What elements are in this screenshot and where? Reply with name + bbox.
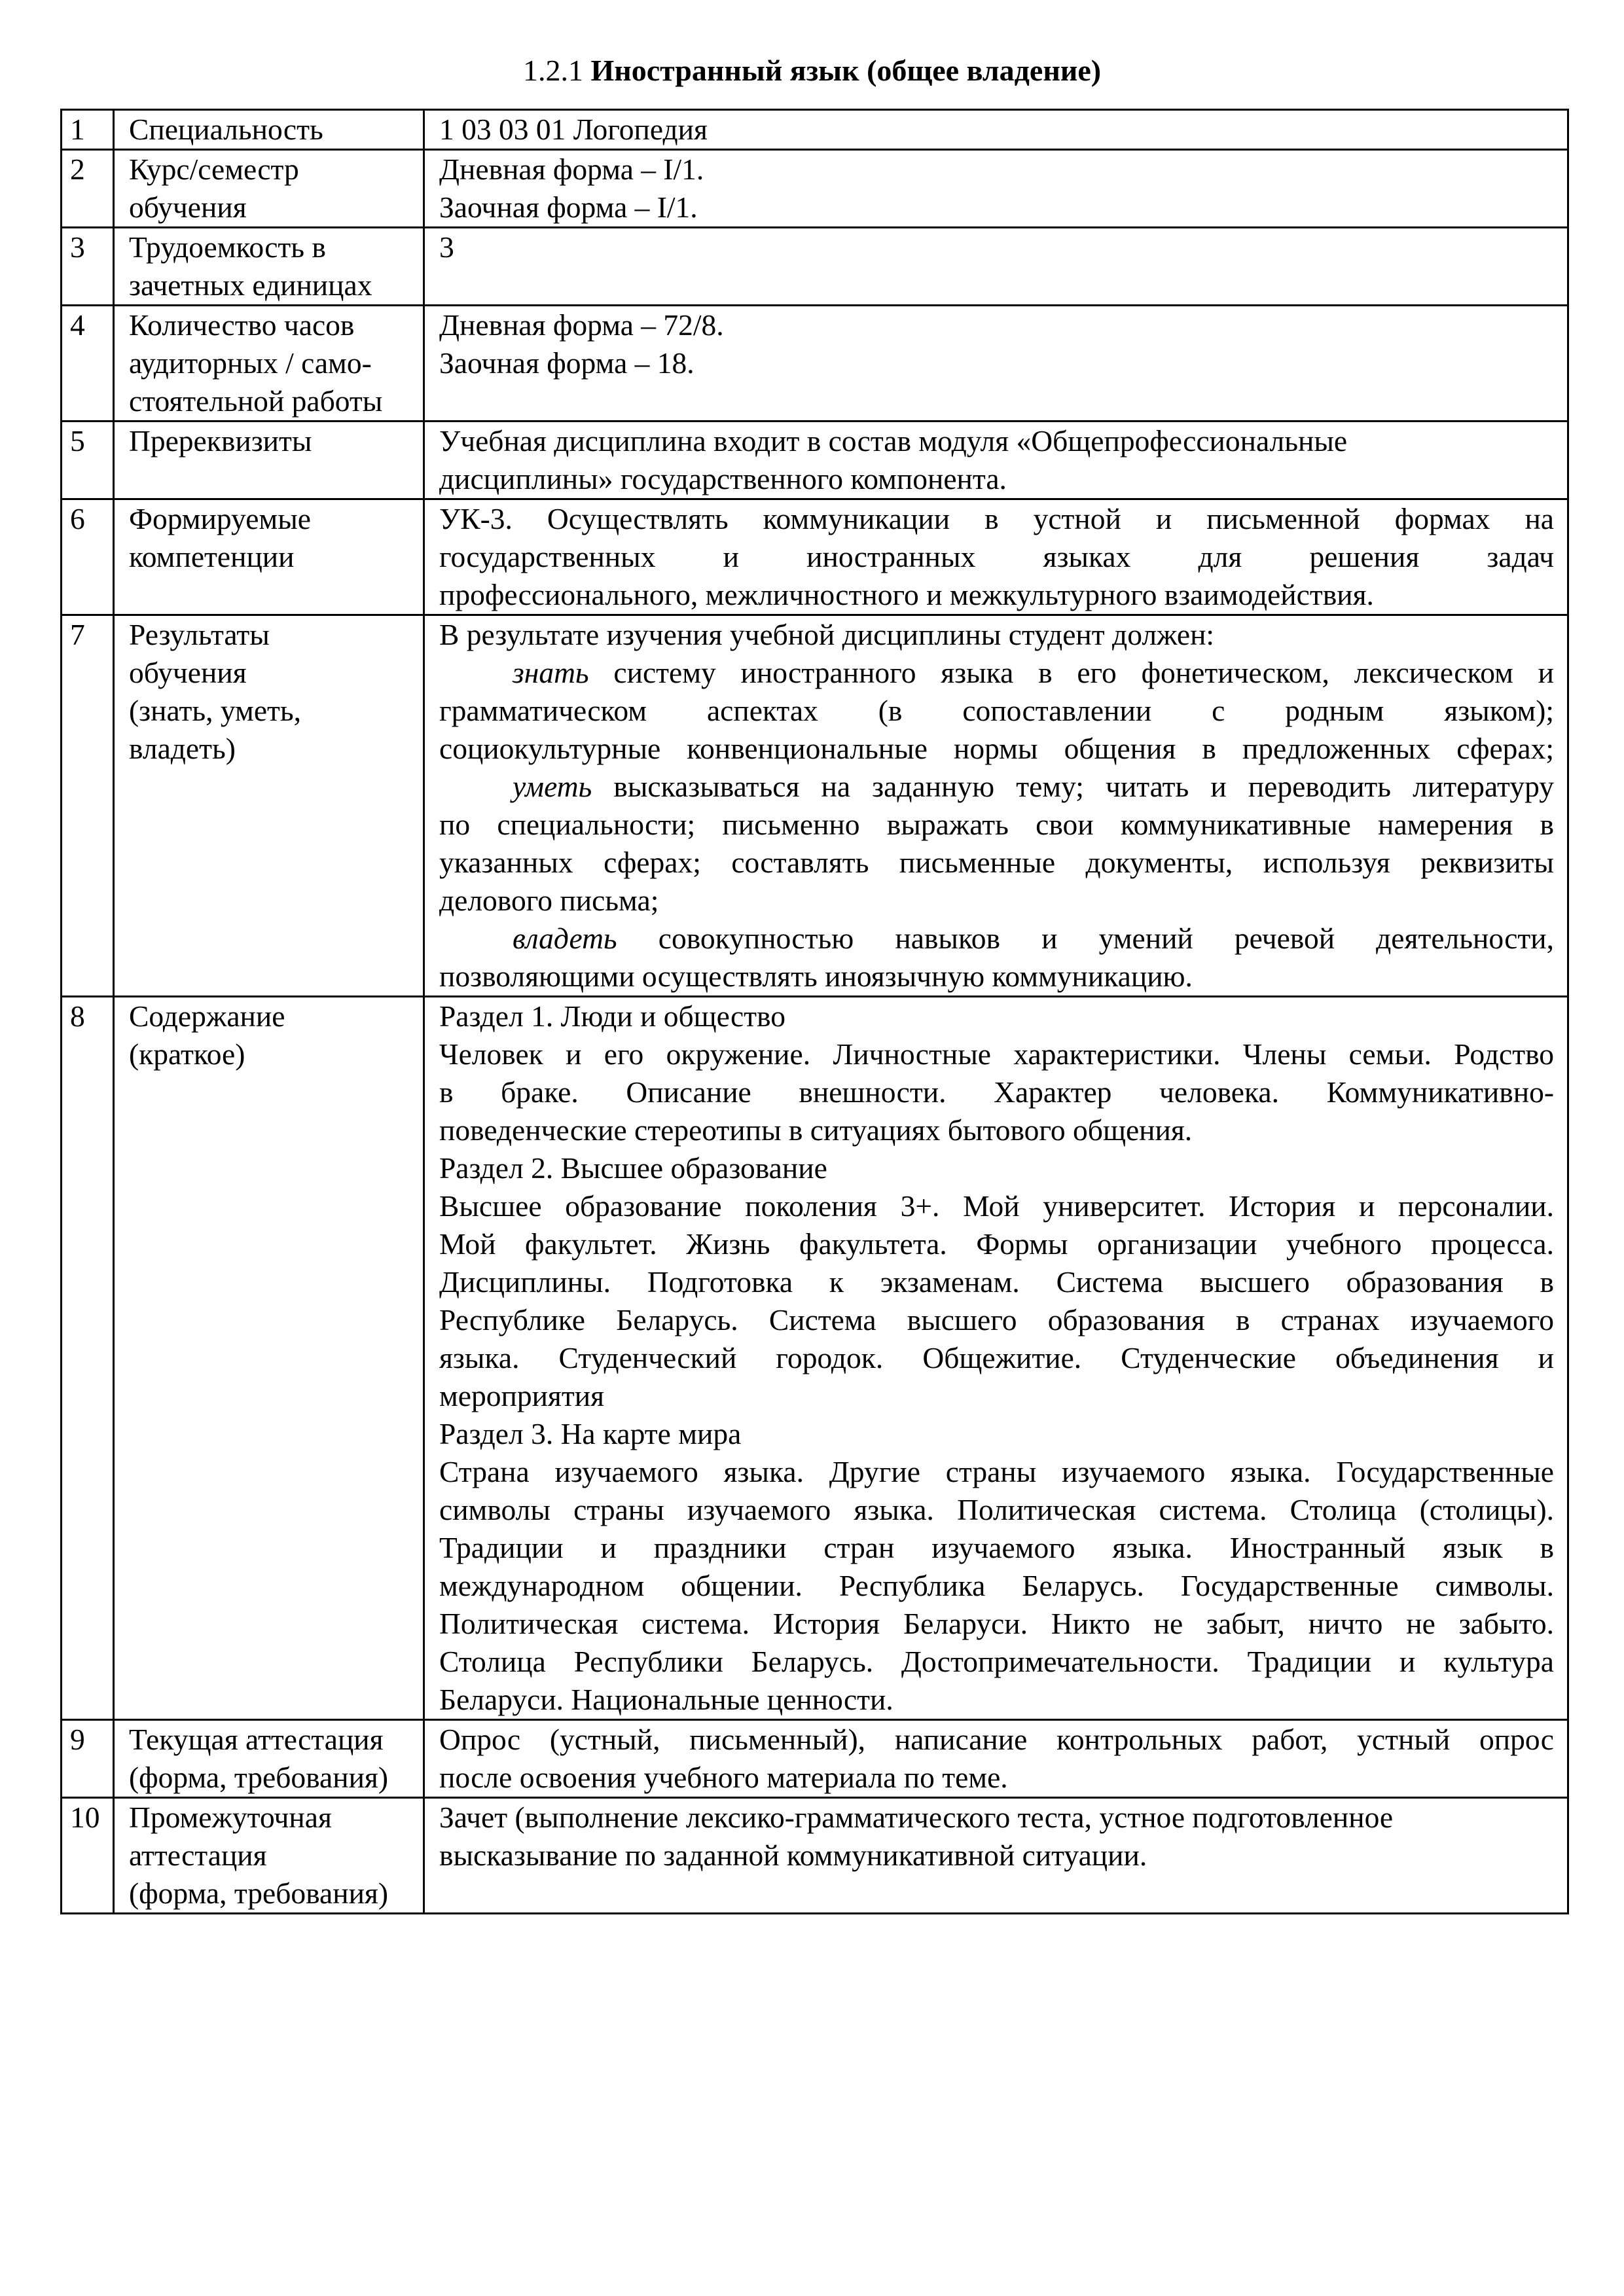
label-line: (краткое) bbox=[129, 1037, 245, 1071]
table-row bbox=[62, 110, 1568, 150]
label-line: Промежуточная bbox=[129, 1801, 332, 1834]
label-line: (форма, требования) bbox=[129, 1876, 389, 1910]
value-text: совокупностью навыков и умений речевой деятельности, bbox=[658, 922, 1555, 955]
label-line: Трудоемкость в bbox=[129, 230, 326, 264]
title-number: 1.2.1 bbox=[522, 54, 583, 87]
label-line: Пререквизиты bbox=[129, 424, 312, 457]
row-value bbox=[424, 306, 1568, 422]
label-line: аудиторных / само- bbox=[129, 346, 372, 380]
table-row bbox=[62, 615, 1568, 997]
row-label bbox=[114, 997, 424, 1720]
value-line: мероприятия bbox=[439, 1379, 605, 1412]
value-line: УК-3. Осуществлять коммуникации в устной и письменной формах на bbox=[439, 502, 1554, 535]
value-line: Столица Республики Беларусь. Достопримечательности. Традиции и культура bbox=[439, 1645, 1554, 1678]
row-label bbox=[114, 228, 424, 306]
label-line: обучения bbox=[129, 190, 247, 224]
row-number: 5 bbox=[62, 422, 114, 499]
row-number: 4 bbox=[62, 306, 114, 422]
value-line bbox=[439, 768, 1554, 806]
value-line: В результате изучения учебной дисциплины студент должен: bbox=[439, 618, 1215, 651]
table-row bbox=[62, 306, 1568, 422]
document-title bbox=[0, 51, 1624, 90]
value-line: международном общении. Республика Беларусь. Государственные символы. bbox=[439, 1569, 1554, 1602]
label-line: Результаты bbox=[129, 618, 270, 651]
value-line: Опрос (устный, письменный), написание контрольных работ, устный опрос bbox=[439, 1723, 1554, 1756]
row-label bbox=[114, 615, 424, 997]
row-value bbox=[424, 997, 1568, 1720]
row-label bbox=[114, 110, 424, 150]
value-line: Политическая система. История Беларуси. Никто не забыт, ничто не забыто. bbox=[439, 1607, 1554, 1640]
value-line: Заочная форма – I/1. bbox=[439, 190, 698, 224]
value-line: 1 03 03 01 Логопедия bbox=[439, 113, 708, 146]
row-label bbox=[114, 499, 424, 615]
value-line: Дисциплины. Подготовка к экзаменам. Система высшего образования в bbox=[439, 1265, 1554, 1299]
table-row bbox=[62, 997, 1568, 1720]
title-text: Иностранный язык (общее владение) bbox=[590, 54, 1102, 87]
label-line: компетенции bbox=[129, 540, 295, 573]
row-label bbox=[114, 1720, 424, 1798]
value-line: Дневная форма – I/1. bbox=[439, 152, 704, 186]
label-line: обучения bbox=[129, 656, 247, 689]
value-line: Заочная форма – 18. bbox=[439, 346, 695, 380]
value-line: Республике Беларусь. Система высшего образования в странах изучаемого bbox=[439, 1303, 1554, 1336]
value-line: языка. Студенческий городок. Общежитие. Студенческие объединения и bbox=[439, 1341, 1554, 1374]
label-line: Текущая аттестация bbox=[129, 1723, 384, 1756]
label-line: владеть) bbox=[129, 732, 236, 765]
row-number: 6 bbox=[62, 499, 114, 615]
table-row bbox=[62, 1720, 1568, 1798]
table-row bbox=[62, 499, 1568, 615]
value-line: символы страны изучаемого языка. Политическая система. Столица (столицы). bbox=[439, 1493, 1554, 1526]
row-number: 3 bbox=[62, 228, 114, 306]
value-line: Дневная форма – 72/8. bbox=[439, 308, 724, 342]
value-line: в браке. Описание внешности. Характер человека. Коммуникативно- bbox=[439, 1075, 1554, 1109]
value-line: Высшее образование поколения 3+. Мой университет. История и персоналии. bbox=[439, 1189, 1554, 1223]
row-number: 8 bbox=[62, 997, 114, 1720]
row-value bbox=[424, 422, 1568, 499]
value-line bbox=[439, 920, 1554, 958]
label-line: (знать, уметь, bbox=[129, 694, 302, 727]
section-heading: Раздел 2. Высшее образование bbox=[439, 1151, 827, 1185]
value-line: после освоения учебного материала по теме. bbox=[439, 1761, 1008, 1794]
row-value bbox=[424, 615, 1568, 997]
label-line: Курс/семестр bbox=[129, 152, 299, 186]
row-label bbox=[114, 1798, 424, 1914]
value-line: Человек и его окружение. Личностные характеристики. Члены семьи. Родство bbox=[439, 1037, 1554, 1071]
course-info-table bbox=[60, 109, 1569, 1914]
value-line: Зачет (выполнение лексико-грамматического теста, устное подготовленное bbox=[439, 1801, 1394, 1834]
value-line bbox=[439, 654, 1554, 692]
row-number: 10 bbox=[62, 1798, 114, 1914]
label-line: (форма, требования) bbox=[129, 1761, 389, 1794]
value-line: Страна изучаемого языка. Другие страны изучаемого языка. Государственные bbox=[439, 1455, 1554, 1488]
row-number: 9 bbox=[62, 1720, 114, 1798]
value-line: дисциплины» государственного компонента. bbox=[439, 462, 1007, 495]
label-line: стоятельной работы bbox=[129, 384, 383, 418]
label-line: Формируемые bbox=[129, 502, 311, 535]
value-line: делового письма; bbox=[439, 884, 659, 917]
can-term: уметь bbox=[513, 770, 592, 803]
know-term: знать bbox=[513, 656, 589, 689]
section-heading: Раздел 1. Люди и общество bbox=[439, 999, 785, 1033]
value-line: социокультурные конвенциональные нормы общения в предложенных сферах; bbox=[439, 732, 1554, 765]
row-value bbox=[424, 1798, 1568, 1914]
value-line: Мой факультет. Жизнь факультета. Формы организации учебного процесса. bbox=[439, 1227, 1554, 1261]
section-heading: Раздел 3. На карте мира bbox=[439, 1417, 742, 1450]
value-line: поведенческие стереотипы в ситуациях бытового общения. bbox=[439, 1113, 1193, 1147]
value-text: систему иностранного языка в его фонетическом, лексическом и bbox=[613, 656, 1555, 689]
row-label bbox=[114, 422, 424, 499]
own-term: владеть bbox=[513, 922, 617, 955]
row-value bbox=[424, 228, 1568, 306]
label-line: аттестация bbox=[129, 1839, 267, 1872]
value-line: 3 bbox=[439, 230, 454, 264]
value-line: Учебная дисциплина входит в состав модуля «Общепрофессиональные bbox=[439, 424, 1348, 457]
value-line: высказывание по заданной коммуникативной ситуации. bbox=[439, 1839, 1147, 1872]
row-label bbox=[114, 306, 424, 422]
value-line: профессионального, межличностного и межкультурного взаимодействия. bbox=[439, 578, 1374, 611]
value-line: Традиции и праздники стран изучаемого языка. Иностранный язык в bbox=[439, 1531, 1554, 1564]
table-row bbox=[62, 228, 1568, 306]
value-line: позволяющими осуществлять иноязычную коммуникацию. bbox=[439, 960, 1193, 993]
row-number: 7 bbox=[62, 615, 114, 997]
label-line: Специальность bbox=[129, 113, 323, 146]
value-text: высказываться на заданную тему; читать и переводить литературу bbox=[613, 770, 1554, 803]
value-line: указанных сферах; составлять письменные документы, используя реквизиты bbox=[439, 846, 1554, 879]
row-label bbox=[114, 150, 424, 228]
table-row bbox=[62, 422, 1568, 499]
value-line: государственных и иностранных языках для решения задач bbox=[439, 540, 1554, 573]
label-line: зачетных единицах bbox=[129, 268, 372, 302]
table-row bbox=[62, 150, 1568, 228]
row-number: 2 bbox=[62, 150, 114, 228]
row-value bbox=[424, 150, 1568, 228]
row-value bbox=[424, 499, 1568, 615]
row-number: 1 bbox=[62, 110, 114, 150]
label-line: Количество часов bbox=[129, 308, 355, 342]
label-line: Содержание bbox=[129, 999, 285, 1033]
row-value bbox=[424, 1720, 1568, 1798]
table-row bbox=[62, 1798, 1568, 1914]
value-line: Беларуси. Национальные ценности. bbox=[439, 1683, 893, 1716]
value-line: по специальности; письменно выражать свои коммуникативные намерения в bbox=[439, 808, 1554, 841]
value-line: грамматическом аспектах (в сопоставлении с родным языком); bbox=[439, 694, 1554, 727]
row-value bbox=[424, 110, 1568, 150]
